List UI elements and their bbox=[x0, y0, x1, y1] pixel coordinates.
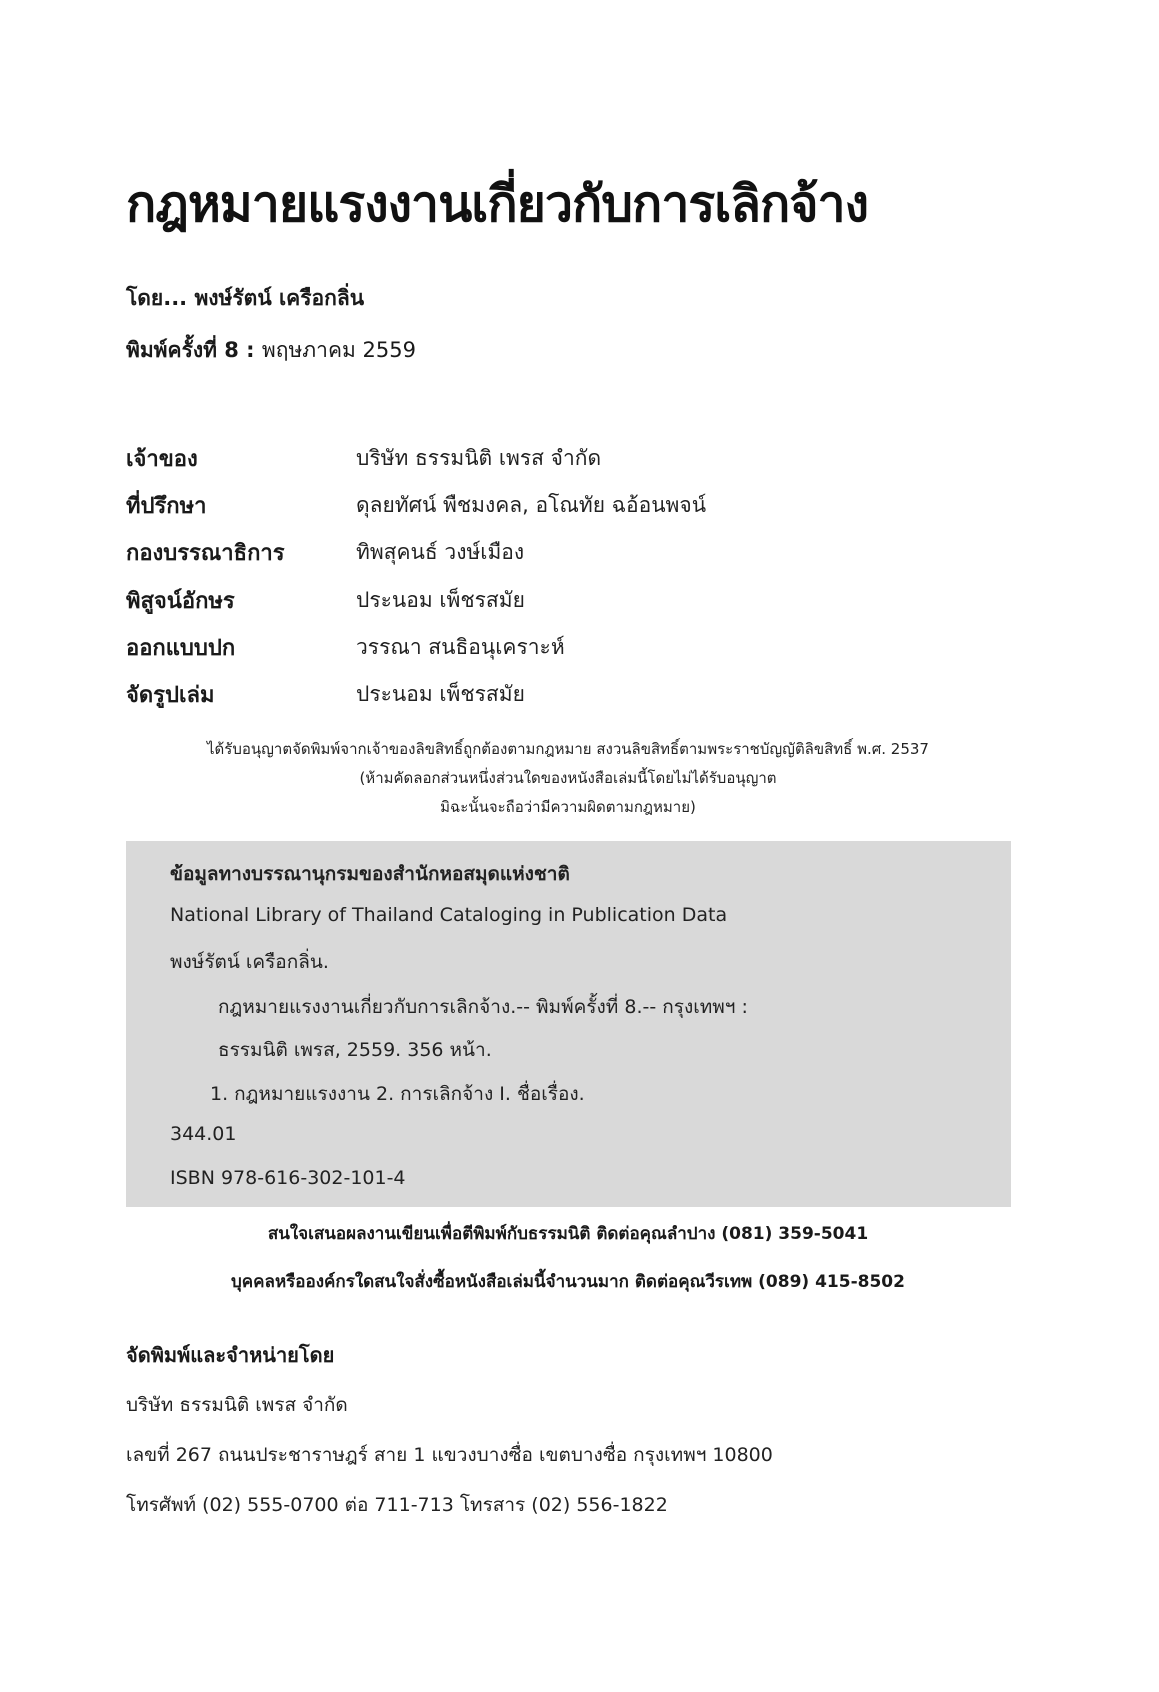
credit-row-cover bbox=[126, 624, 1026, 671]
contact-submissions: สนใจเสนอผลงานเขียนเพื่อตีพิมพ์กับธรรมนิติ ติดต่อคุณลำปาง (081) 359-5041 bbox=[267, 1224, 869, 1244]
credit-value: วรรณา สนธิอนุเคราะห์ bbox=[356, 634, 565, 659]
credit-row-advisor bbox=[126, 482, 1026, 529]
credit-value: บริษัท ธรรมนิติ เพรส จำกัด bbox=[356, 446, 602, 471]
credit-label: เจ้าของ bbox=[126, 447, 198, 473]
edition-line bbox=[126, 335, 416, 365]
publisher-heading: จัดพิมพ์และจำหน่ายโดย bbox=[126, 1343, 335, 1367]
book-title: กฎหมายแรงงานเกี่ยวกับการเลิกจ้าง bbox=[126, 175, 869, 233]
credit-label: กองบรรณาธิการ bbox=[126, 541, 285, 567]
credit-value: ทิพสุคนธ์ วงษ์เมือง bbox=[356, 540, 525, 565]
notice-line: (ห้ามคัดลอกส่วนหนึ่งส่วนใดของหนังสือเล่มนี้โดยไม่ได้รับอนุญาต bbox=[359, 769, 777, 787]
edition-label: พิมพ์ครั้งที่ 8 : bbox=[126, 338, 255, 362]
notice-line: ได้รับอนุญาตจัดพิมพ์จากเจ้าของลิขสิทธิ์ถูกต้องตามกฎหมาย สงวนลิขสิทธิ์ตามพระราชบัญญัติลิขสิทธิ์ พ.ศ. 2537 bbox=[207, 740, 929, 758]
cip-classification: 344.01 bbox=[170, 1123, 237, 1145]
cip-box bbox=[126, 841, 1011, 1207]
publisher-block bbox=[126, 1340, 773, 1540]
publisher-address: เลขที่ 267 ถนนประชาราษฎร์ สาย 1 แขวงบางซื่อ เขตบางซื่อ กรุงเทพฯ 10800 bbox=[126, 1444, 773, 1466]
credit-label: ที่ปรึกษา bbox=[126, 494, 207, 520]
credit-row-editorial bbox=[126, 529, 1026, 576]
credit-label: ออกแบบปก bbox=[126, 635, 236, 661]
cip-heading: ข้อมูลทางบรรณานุกรมของสำนักหอสมุดแห่งชาติ bbox=[170, 863, 570, 885]
cip-author: พงษ์รัตน์ เครือกลิ่น. bbox=[170, 951, 329, 973]
cip-heading-en: National Library of Thailand Cataloging in Publication Data bbox=[170, 904, 728, 926]
credits-list bbox=[126, 435, 1026, 718]
notice-line: มิฉะนั้นจะถือว่ามีความผิดตามกฎหมาย) bbox=[440, 798, 696, 816]
credit-value: ประนอม เพ็ชรสมัย bbox=[356, 587, 525, 612]
contact-bulk-orders: บุคคลหรือองค์กรใดสนใจสั่งซื้อหนังสือเล่มนี้จำนวนมาก ติดต่อคุณวีรเทพ (089) 415-8502 bbox=[231, 1272, 905, 1292]
cip-subjects: 1. กฎหมายแรงงาน 2. การเลิกจ้าง I. ชื่อเรื่อง. bbox=[210, 1083, 585, 1105]
credit-label: จัดรูปเล่ม bbox=[126, 683, 215, 709]
credit-label: พิสูจน์อักษร bbox=[126, 588, 235, 614]
cip-publisher-line: ธรรมนิติ เพรส, 2559. 356 หน้า. bbox=[218, 1039, 492, 1061]
copyright-notice bbox=[126, 735, 1010, 822]
credit-row-layout bbox=[126, 671, 1026, 718]
credit-row-owner bbox=[126, 435, 1026, 482]
author-line: โดย... พงษ์รัตน์ เครือกลิ่น bbox=[126, 286, 365, 310]
credit-value: ประนอม เพ็ชรสมัย bbox=[356, 682, 525, 707]
cip-title-line: กฎหมายแรงงานเกี่ยวกับการเลิกจ้าง.-- พิมพ์ครั้งที่ 8.-- กรุงเทพฯ : bbox=[218, 996, 748, 1018]
credit-row-proofreader bbox=[126, 577, 1026, 624]
publisher-phone: โทรศัพท์ (02) 555-0700 ต่อ 711-713 โทรสาร (02) 556-1822 bbox=[126, 1494, 668, 1516]
publisher-name: บริษัท ธรรมนิติ เพรส จำกัด bbox=[126, 1394, 348, 1416]
edition-date: พฤษภาคม 2559 bbox=[261, 338, 416, 362]
credit-value: ดุลยทัศน์ พืชมงคล, อโณทัย ฉอ้อนพจน์ bbox=[356, 493, 707, 518]
cip-isbn: ISBN 978-616-302-101-4 bbox=[170, 1167, 406, 1189]
